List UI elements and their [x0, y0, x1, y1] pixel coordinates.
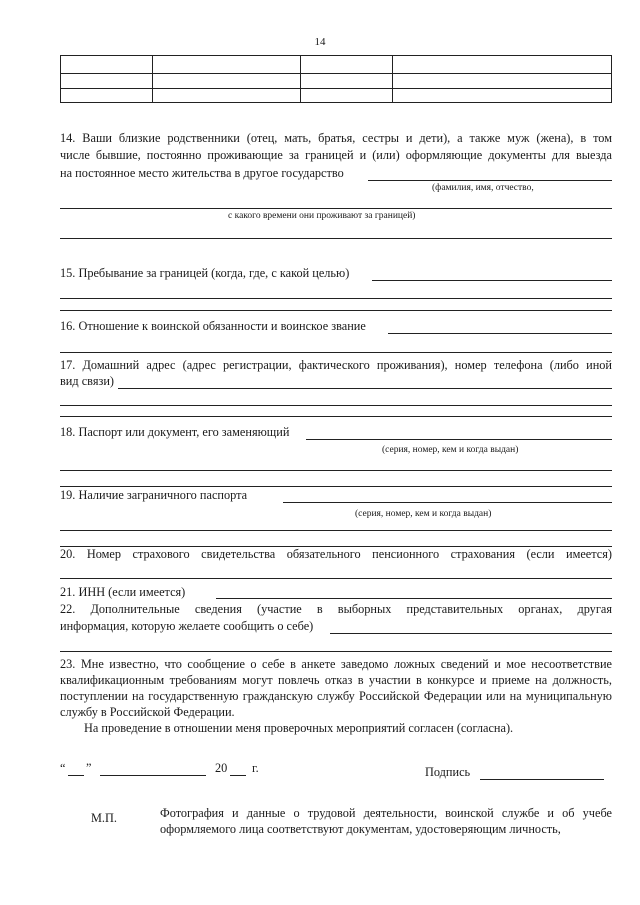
item14-field-2[interactable] — [60, 208, 612, 209]
item14-hint2: с какого времени они проживают за границей) — [228, 211, 416, 221]
item18-field-2[interactable] — [60, 470, 612, 471]
table-row-divider — [61, 73, 611, 74]
item15-label: 15. Пребывание за границей (когда, где, с какой целью) — [60, 266, 350, 280]
item16-field[interactable] — [388, 333, 612, 334]
item22-line1: 22. Дополнительные сведения (участие в выборных представительных органах, другая — [60, 602, 612, 616]
date-year-field[interactable] — [230, 775, 246, 776]
date-year-prefix: 20 — [215, 761, 228, 775]
table-col-divider — [300, 56, 301, 102]
item14-field[interactable] — [368, 180, 612, 181]
item22-field[interactable] — [330, 633, 612, 634]
date-year-suffix: г. — [252, 761, 259, 775]
relatives-table — [60, 55, 612, 103]
item18-label: 18. Паспорт или документ, его заменяющий — [60, 425, 290, 439]
item17-line1: 17. Домашний адрес (адрес регистрации, фактического проживания), номер телефона (либо иной — [60, 358, 612, 372]
item18-field[interactable] — [306, 439, 612, 440]
item17-field-3[interactable] — [60, 416, 612, 417]
item15-field-3[interactable] — [60, 310, 612, 311]
item23-text: 23. Мне известно, что сообщение о себе в анкете заведомо ложных сведений и мое несоответствие квалификационным требованиям могут повлечь отказ в участии в конкурсе и приеме на должность, поступлении на государственную гражданскую службу Российской Федерации или на муниципальную службу в Российской Федерации. — [60, 657, 612, 719]
item22-line2: информация, которую желаете сообщить о себе) — [60, 619, 314, 633]
page-number: 14 — [314, 36, 326, 48]
item17-field-2[interactable] — [60, 405, 612, 406]
item20-field[interactable] — [60, 578, 612, 579]
consent-text: На проведение в отношении меня проверочных мероприятий согласен (согласна). — [84, 721, 514, 735]
date-quote-close: ” — [86, 761, 92, 775]
stamp-mp: М.П. — [91, 811, 117, 825]
table-col-divider — [392, 56, 393, 102]
item14-line3: на постоянное место жительства в другое государство — [60, 166, 344, 180]
table-row-divider — [61, 88, 611, 89]
signature-field[interactable] — [480, 779, 604, 780]
item20-label: 20. Номер страхового свидетельства обязательного пенсионного страхования (если имеется) — [60, 547, 612, 561]
item17-field[interactable] — [118, 388, 612, 389]
item21-field[interactable] — [216, 598, 612, 599]
item22-field-2[interactable] — [60, 651, 612, 652]
item15-field-2[interactable] — [60, 298, 612, 299]
item14-line1: 14. Ваши близкие родственники (отец, мать, братья, сестры и дети), а также муж (жена), в том — [60, 131, 612, 145]
item14-line2: числе бывшие, постоянно проживающие за границей и (или) оформляющие документы для выезда — [60, 148, 612, 162]
item19-field[interactable] — [283, 502, 612, 503]
item14-hint1: (фамилия, имя, отчество, — [432, 183, 534, 193]
date-month-field[interactable] — [100, 775, 206, 776]
item14-field-3[interactable] — [60, 238, 612, 239]
item19-hint: (серия, номер, кем и когда выдан) — [355, 509, 492, 519]
stamp-text: Фотография и данные о трудовой деятельности, воинской службе и об учебе оформляемого лица соответствуют документам, удостоверяющим личность, — [160, 806, 612, 836]
item17-line2: вид связи) — [60, 374, 115, 388]
item18-hint: (серия, номер, кем и когда выдан) — [382, 445, 519, 455]
item15-field[interactable] — [372, 280, 612, 281]
item19-label: 19. Наличие заграничного паспорта — [60, 488, 248, 502]
table-col-divider — [152, 56, 153, 102]
item19-field-2[interactable] — [60, 530, 612, 531]
signature-label: Подпись — [425, 765, 471, 779]
date-day-field[interactable] — [68, 775, 84, 776]
item16-field-2[interactable] — [60, 352, 612, 353]
item16-label: 16. Отношение к воинской обязанности и воинское звание — [60, 319, 366, 333]
date-quote-open: “ — [60, 761, 66, 775]
item21-label: 21. ИНН (если имеется) — [60, 585, 186, 599]
